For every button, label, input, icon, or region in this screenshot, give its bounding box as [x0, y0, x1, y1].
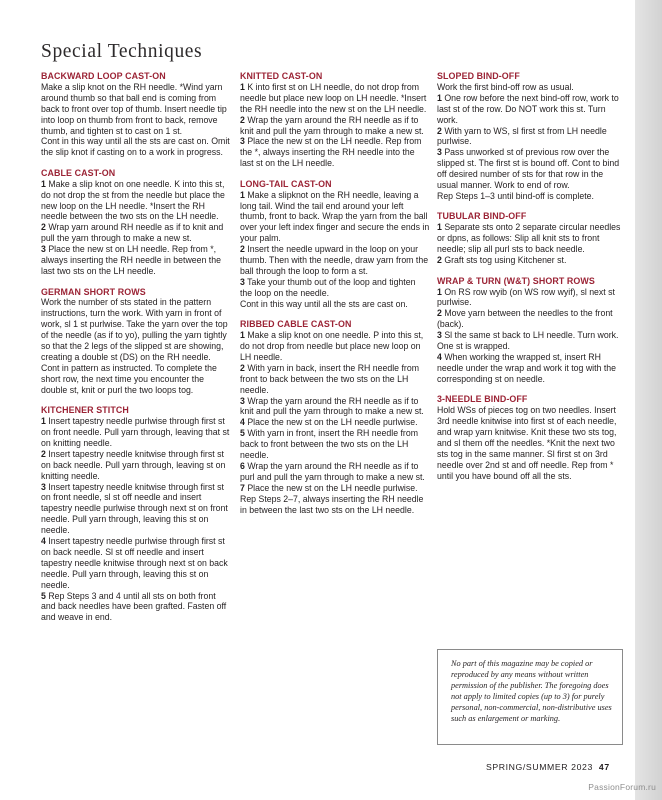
numbered-step: [437, 287, 625, 309]
technique-section: [437, 71, 625, 202]
numbered-step: [41, 536, 231, 591]
step-text: With yarn in back, insert the RH needle from front to back between the two sts on the LH needle.: [240, 362, 419, 395]
step-text: Rep Steps 1–3 until bind-off is complete.: [437, 190, 594, 201]
numbered-step: [437, 222, 625, 255]
step-number: 2: [437, 125, 442, 136]
numbered-step: [240, 244, 430, 277]
step-text: Insert tapestry needle knitwise through first st on front needle, sl st off needle and insert tapestry needle purlwise through next st on front needle. Pull yarn through, leaving this st on needle.: [41, 481, 228, 536]
section-heading: SLOPED BIND-OFF: [437, 71, 520, 81]
step-text: One row before the next bind-off row, work to last st of the row. Do NOT work this st. Turn work.: [437, 92, 619, 125]
column-1: [41, 71, 231, 633]
body-paragraph: [41, 82, 231, 137]
numbered-step: [240, 115, 430, 137]
step-text: With yarn to WS, sl first st from LH needle purlwise.: [437, 125, 607, 147]
step-text: Separate sts onto 2 separate circular needles or dpns, as follows: Slip all knit sts to front needle; slip all purl sts to back needle.: [437, 222, 621, 255]
body-paragraph: [240, 494, 430, 516]
section-heading: GERMAN SHORT ROWS: [41, 286, 146, 297]
step-number: 1: [41, 416, 46, 427]
step-text: Wrap the yarn around the RH needle as if to knit and pull the yarn through to make a new st.: [240, 395, 424, 417]
step-text: On RS row wyib (on WS row wyif), sl next st purlwise.: [437, 286, 615, 308]
step-number: 3: [437, 147, 442, 158]
numbered-step: [240, 277, 430, 299]
copyright-notice: No part of this magazine may be copied or reproduced by any means without written permission of the publisher. The foregoing does not apply to limited copies (up to 3) for purely personal, non-commercial, non-distributive uses such as enlargement or marking.: [437, 649, 623, 745]
step-number: 7: [240, 482, 245, 493]
step-number: 2: [41, 448, 46, 459]
step-text: Sl the same st back to LH needle. Turn work. One st is wrapped.: [437, 330, 619, 352]
numbered-step: [41, 244, 231, 277]
step-text: Graft sts tog using Kitchener st.: [444, 255, 567, 266]
step-number: 6: [240, 461, 245, 471]
step-number: 5: [240, 428, 245, 439]
step-number: 4: [41, 536, 46, 547]
step-text: Cont in this way until all the sts are cast on. Omit the slip knot if casting on to a work in progress.: [41, 136, 230, 158]
section-heading: RIBBED CABLE CAST-ON: [240, 319, 352, 330]
section-heading: TUBULAR BIND-OFF: [437, 211, 527, 222]
numbered-step: [240, 483, 430, 494]
numbered-step: [240, 461, 430, 483]
numbered-step: [41, 416, 231, 449]
step-text: Pass unworked st of previous row over the slipped st. The first st is bound off. Cont to bind off desired number of sts for that row in the usual manner. Work to end of row.: [437, 147, 620, 191]
step-text: Place the new st on the LH needle purlwise.: [247, 417, 418, 428]
step-number: 3: [240, 395, 245, 406]
step-text: Wrap the yarn around the RH needle as if to purl and pull the yarn through to make a new st.: [240, 461, 425, 482]
page-title: Special Techniques: [41, 41, 203, 62]
step-text: Make a slip knot on one needle. K into this st, do not drop the st from the needle but place the new loop on the LH needle. *Insert the RH needle between the two sts on the LH needle.: [41, 178, 225, 222]
site-watermark: PassionForum.ru: [588, 782, 656, 792]
technique-section: [41, 405, 231, 623]
numbered-step: [41, 222, 231, 244]
section-heading: KNITTED CAST-ON: [240, 71, 323, 81]
issue-label: SPRING/SUMMER 2023: [486, 762, 593, 772]
technique-section: [240, 71, 430, 169]
step-number: 2: [240, 362, 245, 373]
numbered-step: [437, 308, 625, 330]
step-number: 1: [41, 178, 46, 189]
step-text: K into first st on LH needle, do not drop from needle but place new loop on LH needle. *Insert the RH needle into the new st on the LH needle.: [240, 81, 427, 114]
numbered-step: [437, 93, 625, 126]
step-number: 3: [41, 481, 46, 492]
step-number: 4: [437, 351, 442, 362]
step-text: Insert tapestry needle purlwise through first st on back needle. Sl st off needle and insert tapestry needle knitwise through next st on back needle. Pull yarn through, leaving this st on needle.: [41, 536, 228, 590]
numbered-step: [240, 417, 430, 428]
body-paragraph: [437, 191, 625, 202]
step-text: Work the first bind-off row as usual.: [437, 81, 574, 92]
column-2: [240, 71, 430, 525]
section-heading: BACKWARD LOOP CAST-ON: [41, 71, 166, 81]
numbered-step: [240, 396, 430, 418]
step-number: 2: [437, 255, 442, 266]
numbered-step: [437, 147, 625, 191]
numbered-step: [41, 449, 231, 482]
step-number: 4: [240, 417, 245, 428]
step-text: Wrap yarn around RH needle as if to knit and pull the yarn through to make a new st.: [41, 222, 224, 244]
step-text: Place the new st on the LH needle purlwise.: [247, 482, 418, 493]
body-paragraph: [41, 297, 231, 395]
step-number: 2: [41, 222, 46, 233]
step-text: Cont in this way until all the sts are cast on.: [240, 298, 408, 309]
numbered-step: [240, 82, 430, 115]
technique-section: [41, 287, 231, 396]
step-text: Work the number of sts stated in the pattern instructions, turn the work. With yarn in front of work, sl 1 st purlwise. Take the yarn over the top of the needle (as if to yo), pulling the yarn tightly so that the 2 legs of the slipped st are showing, creating a double st (DS) on the RH needle. Cont in pattern as instructed. To complete the short row, the next time you encounter the double st, knit or purl the two loops tog.: [41, 297, 228, 395]
technique-section: [240, 179, 430, 310]
step-number: 1: [240, 81, 245, 92]
numbered-step: [240, 330, 430, 363]
numbered-step: [437, 255, 625, 266]
step-text: Make a slip knot on one needle. P into this st, do not drop from needle but place new loop on LH needle.: [240, 330, 424, 362]
technique-section: [240, 319, 430, 515]
step-text: Rep Steps 2–7, always inserting the RH needle in between the last two sts on the LH needle.: [240, 493, 424, 515]
step-text: Hold WSs of pieces tog on two needles. Insert 3rd needle knitwise into first st of each needle, and wrap yarn knitwise. Knit these two sts tog, and sl them off the needles. *Knit the next two sts tog in the same manner. Sl first st on 3rd needle over 2nd st and off needle. Rep from * until you have bound off all the sts.: [437, 405, 617, 481]
body-paragraph: [240, 299, 430, 310]
numbered-step: [41, 482, 231, 537]
body-paragraph: [437, 82, 625, 93]
numbered-step: [41, 591, 231, 624]
numbered-step: [240, 363, 430, 396]
page-number: 47: [598, 762, 610, 772]
section-heading: WRAP & TURN (W&T) SHORT ROWS: [437, 275, 595, 286]
section-heading: 3-NEEDLE BIND-OFF: [437, 394, 528, 405]
step-number: 2: [240, 114, 245, 125]
step-number: 5: [41, 590, 46, 601]
step-number: 1: [437, 222, 442, 233]
section-heading: LONG-TAIL CAST-ON: [240, 178, 332, 189]
numbered-step: [240, 190, 430, 245]
technique-section: [437, 394, 625, 481]
step-text: Insert the needle upward in the loop on your thumb. Then with the needle, draw yarn from the ball through the loop to form a st.: [240, 244, 429, 276]
step-number: 3: [240, 136, 245, 147]
step-number: 1: [437, 286, 442, 297]
step-text: When working the wrapped st, insert RH needle under the wrap and work it tog with the corresponding st on needle.: [437, 351, 616, 384]
technique-section: [437, 276, 625, 385]
body-paragraph: [41, 136, 231, 158]
numbered-step: [240, 428, 430, 461]
column-3: [437, 71, 625, 491]
step-number: 2: [240, 244, 245, 255]
step-text: Rep Steps 3 and 4 until all sts on both front and back needles have been grafted. Fasten off and weave in end.: [41, 590, 227, 623]
step-text: Place the new st on the LH needle. Rep from the *, always inserting the RH needle into the last st on the LH needle.: [240, 136, 422, 169]
page-edge-strip: [635, 0, 662, 800]
step-number: 3: [240, 276, 245, 287]
step-text: Wrap the yarn around the RH needle as if to knit and pull the yarn through to make a new st.: [240, 114, 424, 136]
numbered-step: [437, 352, 625, 385]
step-text: Make a slipknot on the RH needle, leaving a long tail. Wind the tail end around your left thumb, front to back. Wrap the yarn from the ball over your left index finger and secure the ends in your palm.: [240, 189, 430, 244]
page-footer: [486, 762, 610, 772]
step-number: 1: [240, 189, 245, 200]
step-text: Insert tapestry needle purlwise through first st on front needle. Pull yarn through, leaving that st on knitting needle.: [41, 416, 230, 448]
numbered-step: [240, 136, 430, 169]
step-number: 1: [437, 92, 442, 103]
numbered-step: [437, 330, 625, 352]
body-paragraph: [437, 405, 625, 481]
technique-section: [437, 211, 625, 266]
step-text: Take your thumb out of the loop and tighten the loop on the needle.: [240, 276, 416, 298]
step-text: Move yarn between the needles to the front (back).: [437, 308, 613, 330]
step-text: Place the new st on LH needle. Rep from *, always inserting the RH needle in between the last two sts on the LH needle.: [41, 244, 221, 276]
step-number: 3: [437, 330, 442, 341]
numbered-step: [41, 179, 231, 223]
step-text: Insert tapestry needle knitwise through first st on back needle. Pull yarn through, leaving st on knitting needle.: [41, 448, 226, 481]
step-number: 1: [240, 330, 245, 341]
step-text: With yarn in front, insert the RH needle from back to front between the two sts on the LH needle.: [240, 428, 419, 461]
step-text: Make a slip knot on the RH needle. *Wind yarn around thumb so that ball end is coming from back to front over top of thumb. Insert needle tip into loop on thumb from front to back, remove thumb, and tighten st to cast on 1 st.: [41, 81, 227, 136]
step-number: 3: [41, 244, 46, 255]
technique-section: [41, 168, 231, 277]
section-heading: KITCHENER STITCH: [41, 405, 129, 416]
technique-section: [41, 71, 231, 158]
step-number: 2: [437, 308, 442, 319]
section-heading: CABLE CAST-ON: [41, 167, 116, 178]
numbered-step: [437, 126, 625, 148]
